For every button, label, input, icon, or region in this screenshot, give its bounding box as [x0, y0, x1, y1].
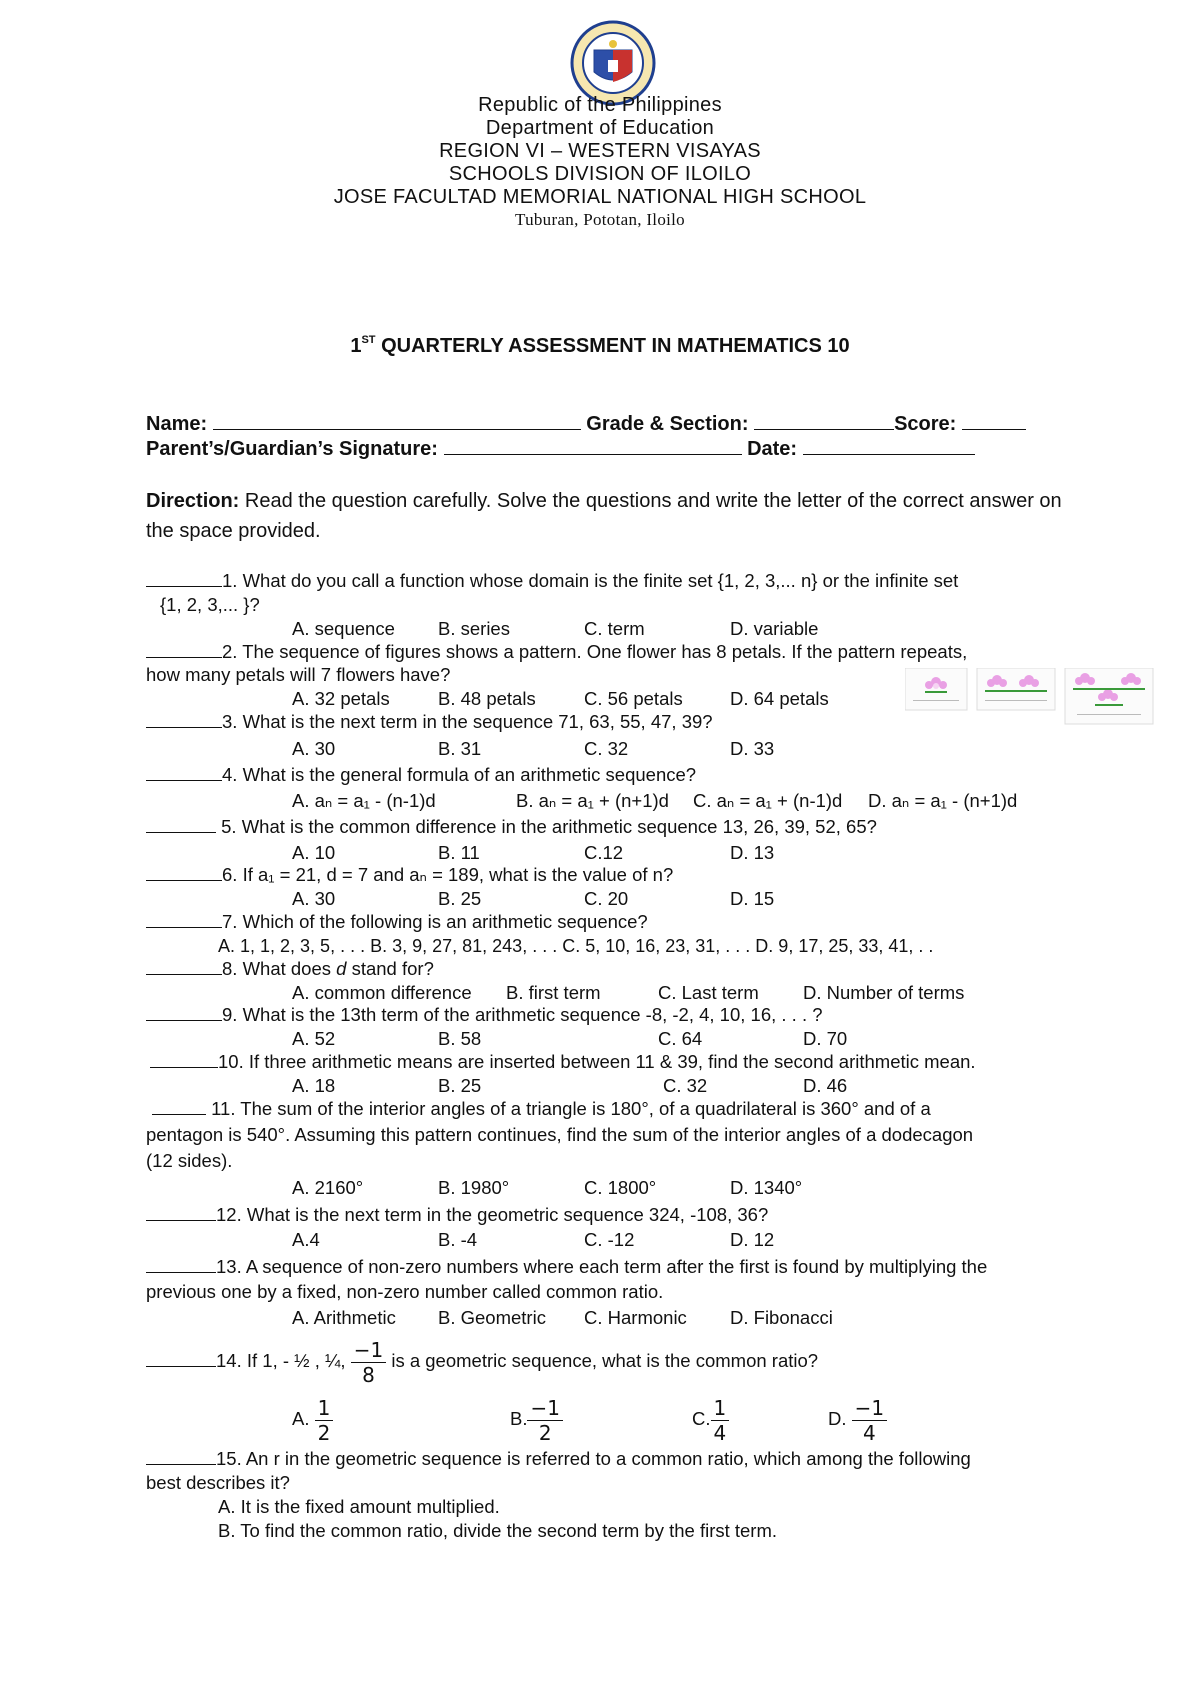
header-department: Department of Education — [485, 117, 715, 139]
question-5 — [146, 816, 1066, 838]
question-8 — [146, 958, 1066, 980]
question-9 — [146, 1004, 1066, 1026]
q10-option-b: B. 25 — [438, 1075, 482, 1096]
question-14-text-pre: 14. If 1, - ½ , ¼, — [216, 1350, 351, 1371]
answer-blank-2[interactable] — [146, 641, 222, 658]
answer-blank-5[interactable] — [146, 816, 216, 833]
q6-option-c: C. 20 — [584, 888, 629, 909]
q12-option-b: B. -4 — [438, 1229, 478, 1250]
q13-option-a: A. Arithmetic — [292, 1307, 396, 1328]
q10-option-d: D. 46 — [803, 1075, 848, 1096]
q4-option-b: B. aₙ = a₁ + (n+1)d — [516, 790, 669, 811]
signature-label: Parent’s/Guardian’s Signature: — [146, 438, 438, 460]
q5-option-a: A. 10 — [292, 842, 336, 863]
header-school: JOSE FACULTAD MEMORIAL NATIONAL HIGH SCHOOL — [333, 186, 867, 208]
q10-option-c: C. 32 — [663, 1075, 708, 1096]
question-4 — [146, 764, 1066, 786]
q12-option-d: D. 12 — [730, 1229, 775, 1250]
question-14-fraction — [351, 1338, 386, 1387]
grade-section-label: Grade & Section: — [586, 413, 749, 435]
q2-option-d: D. 64 petals — [730, 688, 829, 709]
answer-blank-12[interactable] — [146, 1204, 216, 1221]
q14-option-a-denominator: 2 — [317, 1420, 331, 1445]
q3-option-a: A. 30 — [292, 738, 336, 759]
q1-option-d: D. variable — [730, 618, 819, 639]
question-14 — [146, 1336, 1066, 1387]
q15-option-a: A. It is the fixed amount multiplied. — [218, 1496, 500, 1517]
fields-row-2 — [146, 437, 1066, 462]
q14-option-b-label: B. — [510, 1408, 528, 1429]
q13-option-b: B. Geometric — [438, 1307, 546, 1328]
q3-option-b: B. 31 — [438, 738, 482, 759]
q14-option-a-numerator: 1 — [315, 1396, 334, 1421]
letterhead — [0, 94, 1200, 230]
q14-option-d — [828, 1394, 887, 1445]
answer-blank-6[interactable] — [146, 864, 222, 881]
question-9-text: 9. What is the 13th term of the arithmetic sequence -8, -2, 4, 10, 16, . . . ? — [222, 1004, 823, 1025]
q4-option-a: A. aₙ = a₁ - (n-1)d — [292, 790, 436, 811]
q5-option-b: B. 11 — [438, 842, 480, 863]
question-13-text: 13. A sequence of non-zero numbers where each term after the first is found by multiplying the — [216, 1256, 988, 1277]
question-15 — [146, 1448, 1066, 1470]
question-1 — [146, 570, 1066, 592]
question-2-continued: how many petals will 7 flowers have? — [146, 664, 451, 685]
question-11-continued-2: (12 sides). — [146, 1150, 233, 1171]
q14-option-d-numerator: −1 — [852, 1396, 887, 1421]
q14-option-d-denominator: 4 — [863, 1420, 876, 1445]
q12-option-c: C. -12 — [584, 1229, 635, 1250]
q14-option-d-fraction — [852, 1396, 887, 1445]
answer-blank-13[interactable] — [146, 1256, 216, 1273]
question-12 — [146, 1204, 1066, 1226]
q2-option-b: B. 48 petals — [438, 688, 536, 709]
score-blank[interactable] — [962, 413, 1026, 430]
answer-blank-9[interactable] — [146, 1004, 222, 1021]
question-11 — [152, 1098, 1072, 1120]
q13-option-c: C. Harmonic — [584, 1307, 687, 1328]
header-region: REGION VI – WESTERN VISAYAS — [439, 140, 761, 162]
q3-option-d: D. 33 — [730, 738, 775, 759]
question-3-text: 3. What is the next term in the sequence 71, 63, 55, 47, 39? — [222, 711, 713, 732]
flower-icon — [977, 668, 1055, 710]
question-2 — [146, 641, 1066, 663]
question-1-continued: {1, 2, 3,... }? — [160, 594, 260, 615]
question-4-text: 4. What is the general formula of an arithmetic sequence? — [222, 764, 697, 785]
answer-blank-11[interactable] — [152, 1098, 206, 1115]
q8-option-b: B. first term — [506, 982, 601, 1003]
q6-option-d: D. 15 — [730, 888, 775, 909]
q14-option-c-fraction — [711, 1396, 730, 1445]
question-14-fraction-numerator: −1 — [351, 1338, 386, 1363]
question-8-text-post: stand for? — [346, 958, 434, 979]
q2-option-c: C. 56 petals — [584, 688, 683, 709]
direction-paragraph — [146, 486, 1066, 546]
q6-option-a: A. 30 — [292, 888, 336, 909]
q1-option-a: A. sequence — [292, 618, 395, 639]
question-2-text: 2. The sequence of figures shows a pattern. One flower has 8 petals. If the pattern repeats, — [222, 641, 968, 662]
q14-option-c-numerator: 1 — [711, 1396, 730, 1421]
q14-option-a — [292, 1394, 333, 1445]
direction-text: Read the question carefully. Solve the questions and write the letter of the correct answer on the space provided. — [146, 490, 1062, 542]
q2-option-a: A. 32 petals — [292, 688, 390, 709]
q4-option-c: C. aₙ = a₁ + (n-1)d — [693, 790, 843, 811]
question-15-continued: best describes it? — [146, 1472, 290, 1493]
question-13-continued: previous one by a fixed, non-zero number called common ratio. — [146, 1281, 664, 1302]
q6-option-b: B. 25 — [438, 888, 482, 909]
q8-option-d: D. Number of terms — [803, 982, 965, 1003]
question-8-text-pre: 8. What does — [222, 958, 337, 979]
q14-option-c-denominator: 4 — [713, 1420, 727, 1445]
q9-option-b: B. 58 — [438, 1028, 482, 1049]
q13-option-d: D. Fibonacci — [730, 1307, 833, 1328]
q11-option-c: C. 1800° — [584, 1177, 657, 1198]
q14-option-b-numerator: −1 — [527, 1396, 562, 1421]
question-11-continued-1: pentagon is 540°. Assuming this pattern continues, find the sum of the interior angles of a dodecagon — [146, 1124, 974, 1145]
q8-option-a: A. common difference — [292, 982, 472, 1003]
header-division: SCHOOLS DIVISION OF ILOILO — [448, 163, 752, 185]
q14-option-b — [510, 1394, 563, 1445]
q11-option-a: A. 2160° — [292, 1177, 364, 1198]
student-info-fields — [146, 412, 1066, 462]
title-number: 1 — [350, 335, 362, 357]
grade-section-blank[interactable] — [754, 413, 894, 430]
q14-option-a-fraction — [315, 1396, 334, 1445]
q14-option-c-label: C. — [692, 1408, 711, 1429]
answer-blank-4[interactable] — [146, 764, 222, 781]
question-12-text: 12. What is the next term in the geometric sequence 324, -108, 36? — [216, 1204, 769, 1225]
question-11-text: 11. The sum of the interior angles of a triangle is 180°, of a quadrilateral is 360° and of a — [206, 1098, 931, 1119]
answer-blank-3[interactable] — [146, 711, 222, 728]
q15-option-b: B. To find the common ratio, divide the second term by the first term. — [218, 1520, 778, 1541]
q10-option-a: A. 18 — [292, 1075, 336, 1096]
q14-option-d-label: D. — [828, 1408, 847, 1429]
q3-option-c: C. 32 — [584, 738, 629, 759]
q9-option-d: D. 70 — [803, 1028, 848, 1049]
q8-option-c: C. Last term — [658, 982, 759, 1003]
question-13 — [146, 1256, 1066, 1278]
question-7-text: 7. Which of the following is an arithmetic sequence? — [222, 911, 648, 932]
q11-option-b: B. 1980° — [438, 1177, 510, 1198]
question-10-text: 10. If three arithmetic means are inserted between 11 & 39, find the second arithmetic mean. — [218, 1051, 976, 1072]
q7-options: A. 1, 1, 2, 3, 5, . . . B. 3, 9, 27, 81, 243, . . . C. 5, 10, 16, 23, 31, . . . D. 9, 17, 25, 33, 41, . . — [218, 936, 934, 956]
q1-option-c: C. term — [584, 618, 645, 639]
q14-option-c — [692, 1394, 729, 1445]
page-title — [0, 334, 1200, 358]
q9-option-c: C. 64 — [658, 1028, 703, 1049]
q9-option-a: A. 52 — [292, 1028, 336, 1049]
date-label: Date: — [747, 438, 798, 460]
question-3 — [146, 711, 1066, 733]
answer-blank-7[interactable] — [146, 911, 222, 928]
question-6 — [146, 864, 1066, 886]
q5-option-d: D. 13 — [730, 842, 775, 863]
fields-row-1 — [146, 412, 1066, 437]
answer-blank-10[interactable] — [150, 1051, 218, 1068]
question-14-text-post: is a geometric sequence, what is the common ratio? — [386, 1350, 819, 1371]
q1-option-b: B. series — [438, 618, 510, 639]
date-blank[interactable] — [803, 438, 975, 455]
question-7 — [146, 911, 1066, 933]
header-address: Tuburan, Pototan, Iloilo — [515, 210, 685, 229]
title-text: QUARTERLY ASSESSMENT IN MATHEMATICS 10 — [375, 335, 850, 357]
q5-option-c: C.12 — [584, 842, 624, 863]
q14-option-b-denominator: 2 — [538, 1420, 552, 1445]
q14-option-b-fraction — [527, 1396, 562, 1445]
question-1-text: 1. What do you call a function whose domain is the finite set {1, 2, 3,... n} or the infinite set — [222, 570, 959, 591]
q4-option-d: D. aₙ = a₁ - (n+1)d — [868, 790, 1018, 811]
flower-icon — [905, 668, 967, 710]
q11-option-d: D. 1340° — [730, 1177, 803, 1198]
question-14-fraction-denominator: 8 — [362, 1362, 375, 1387]
q12-option-a: A.4 — [292, 1229, 320, 1250]
name-blank[interactable] — [213, 413, 581, 430]
flower-icon — [1065, 668, 1153, 724]
q14-option-a-label: A. — [292, 1408, 310, 1429]
answer-blank-14[interactable] — [146, 1350, 216, 1367]
question-6-text: 6. If a₁ = 21, d = 7 and aₙ = 189, what is the value of n? — [222, 864, 674, 885]
title-superscript: ST — [361, 334, 376, 346]
answer-blank-15[interactable] — [146, 1448, 216, 1465]
signature-blank[interactable] — [444, 438, 742, 455]
question-5-text: 5. What is the common difference in the arithmetic sequence 13, 26, 39, 52, 65? — [216, 816, 877, 837]
direction-label: Direction: — [146, 490, 240, 512]
header-republic: Republic of the Philippines — [478, 94, 722, 116]
answer-blank-1[interactable] — [146, 570, 222, 587]
answer-blank-8[interactable] — [146, 958, 222, 975]
question-10 — [150, 1051, 1070, 1073]
score-label: Score: — [894, 413, 957, 435]
question-15-text: 15. An r in the geometric sequence is referred to a common ratio, which among the following — [216, 1448, 971, 1469]
name-label: Name: — [146, 413, 208, 435]
question-8-variable: d — [336, 958, 347, 979]
